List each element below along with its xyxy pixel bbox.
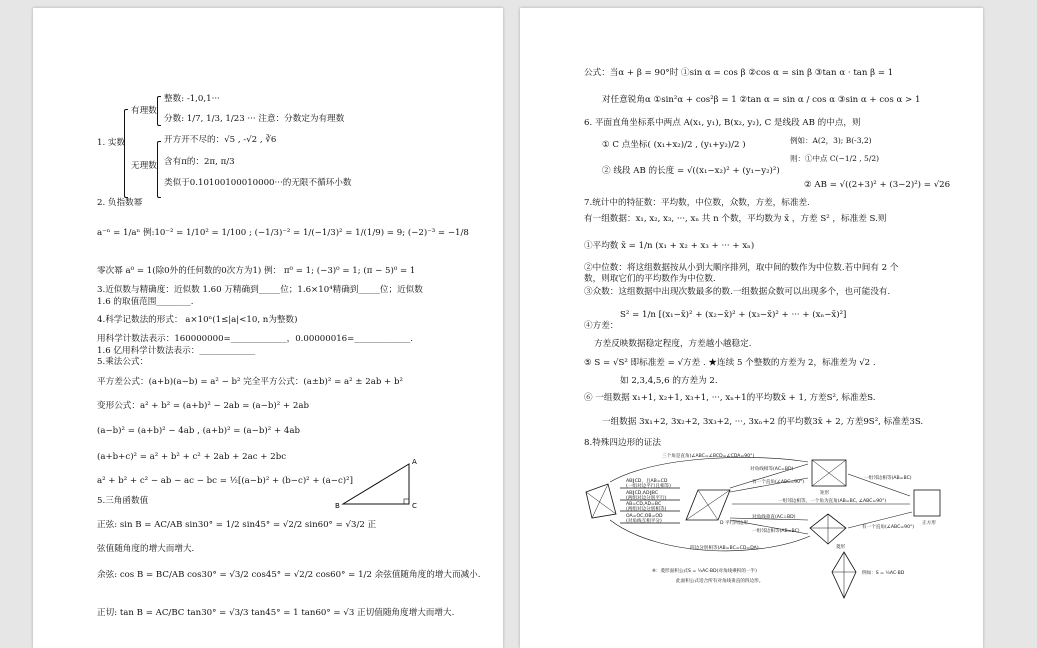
diag-eq-cond: 对角线相等(AC=BD) xyxy=(750,467,794,472)
vertex-b-label: B xyxy=(335,502,340,510)
brace xyxy=(157,96,161,126)
sine-line: 正弦: sin B = AC/AB sin30° = 1/2 sin45° = √2/2 sin60° = √3/2 正 xyxy=(97,520,377,530)
rational-label: 有理数 xyxy=(131,106,157,116)
midpoint-example-2: 则：①中点 C(−1/2 , 5/2) xyxy=(790,154,880,163)
right-page xyxy=(520,8,983,648)
integer-line: 整数: -1,0,1··· xyxy=(164,94,220,104)
fraction-line: 分数: 1/7, 1/3, 1/23 ··· 注意：分数定为有理数 xyxy=(164,114,345,124)
area-example: 例如：S = ½AC·BD xyxy=(862,571,905,576)
area-note-2: 此面积公式适合所有对角线垂直的四边形。 xyxy=(676,579,764,584)
acute-angle-formula: 对任意锐角α ①sin²α + cos²β = 1 ②tan α = sin α / cos α ③sin α + cos α > 1 xyxy=(602,95,921,105)
section-trig-title: 5.三角函数值 xyxy=(97,496,149,506)
brace xyxy=(157,141,161,198)
irrational-1: 开方开不尽的：√5 , -√2 , ∛6 xyxy=(164,135,277,145)
cosine-line: 余弦: cos B = BC/AB cos30° = √3/2 cos45° = √2/2 cos60° = 1/2 余弦值随角度的增大而减小. xyxy=(97,570,481,580)
cond-p2: AB∥CD,AD∥BC xyxy=(626,491,659,496)
sci-notation-title: 4.科学记数法的形式： a×10ⁿ(1≤|a|<10, n为整数) xyxy=(97,315,298,325)
mode-line: ③众数：这组数据中出现次数最多的数.一组数据众数可以出现多个，也可能没有. xyxy=(584,287,891,297)
four-sides-cond: 四边分别相等(AB=BC=CD=DA) xyxy=(690,546,759,551)
area-note: ※：菱形面积公式S = ½AC·BD(对角线乘积的一半) xyxy=(652,569,757,574)
adj-eq-right-cond: 一组邻边相等，一个角为直角(AB=BC, ∠ABC=90°) xyxy=(778,499,887,504)
midpoint-formula: ① C 点坐标( (x₁+x₂)/2 , (y₁+y₂)/2 ) xyxy=(602,140,746,150)
section-5-title: 5.乘法公式： xyxy=(97,357,149,367)
cond-p1b: (一组对边平行且相等) xyxy=(626,484,671,489)
cond-p4b: (对角线互相平分) xyxy=(626,519,662,524)
length-formula: ② 线段 AB 的长度 = √((x₁−x₂)² + (y₁−y₂)²) xyxy=(602,166,780,176)
irrational-3: 类似于0.10100100010000···的无限不循环小数 xyxy=(164,178,352,188)
sine-line-2: 弦值随角度的增大而增大. xyxy=(97,544,195,554)
section-6-title: 6. 平面直角坐标系中两点 A(x₁, y₁), B(x₂, y₂), C 是线段 AB 的中点，则 xyxy=(584,118,861,128)
quadrilateral-proof-diagram xyxy=(580,448,978,608)
variant-2: (a−b)² = (a+b)² − 4ab , (a+b)² = (a−b)² + 4ab xyxy=(97,426,300,436)
irrational-label: 无理数 xyxy=(131,161,157,171)
vertex-a-label: A xyxy=(412,458,417,466)
variant-3: (a+b+c)² = a² + b² + c² + 2ab + 2ac + 2bc xyxy=(97,452,287,462)
vertex-c-label: C xyxy=(412,502,417,510)
midpoint-example: 例如：A(2，3); B(-3,2) xyxy=(790,136,872,145)
square-label: 正方形 xyxy=(922,521,936,526)
section-7-title: 7.统计中的特征数：平均数，中位数，众数，方差，标准差. xyxy=(584,198,810,208)
variance-label: ④方差： xyxy=(584,321,619,331)
parallelogram-label: D 平行四边形 xyxy=(720,521,748,526)
cond-p1: AB∥CD，且AB=CD xyxy=(626,479,668,484)
perp-cond: 对角线垂直(AC⊥BD) xyxy=(752,515,796,520)
variance-note: 方差反映数据稳定程度，方差越小越稳定. xyxy=(594,339,752,349)
square-shape xyxy=(914,490,940,516)
complementary-formula: 公式：当α + β = 90°时 ①sin α = cos β ②cos α = sin β ③tan α · tan β = 1 xyxy=(584,68,894,78)
variance-formula: S² = 1/n [(x₁−x̄)² + (x₂−x̄)² + (x₃−x̄)² + ··· + (xₙ−x̄)²] xyxy=(620,310,847,320)
std-dev-example: 如 2,3,4,5,6 的方差为 2. xyxy=(620,376,718,386)
section-2-title: 2. 负指数幂 xyxy=(97,198,143,208)
length-example: ② AB = √((2+3)² + (3−2)²) = √26 xyxy=(804,180,951,190)
left-page xyxy=(33,8,503,648)
cond-p3b: (两组对边分别相等) xyxy=(626,507,667,512)
section-1-title: 1. 实数 xyxy=(97,138,126,148)
irrational-2: 含有π的：2π, π/3 xyxy=(164,157,235,167)
median-1: ②中位数：将这组数据按从小到大顺序排列，取中间的数作为中位数.若中间有 2 个 xyxy=(584,263,899,273)
sci-notation-q2: 1.6 亿用科学计数法表示：_____________ xyxy=(97,346,256,356)
cond-p2b: (两组对边分别平行) xyxy=(626,496,667,501)
right-angle-cond-2: 有一个直角(∠ABC=90°) xyxy=(862,525,915,530)
cond-p4: OA=OC,OB=OD xyxy=(626,514,663,519)
approx-line-2: 1.6 的取值范围________. xyxy=(97,297,194,307)
cond-p3: AB=CD,AD=BC xyxy=(626,502,662,507)
sci-notation-q1: 用科学计数法表示：160000000=_____________，0.00000016=_____________. xyxy=(97,334,413,344)
mean-formula: ①平均数 x̄ = 1/n (x₁ + x₂ + x₃ + ··· + xₙ) xyxy=(584,241,755,251)
variant-1: 变形公式：a² + b² = (a+b)² − 2ab = (a−b)² + 2ab xyxy=(97,401,309,411)
quadrilateral-shape xyxy=(586,484,616,518)
transform-2: 一组数据 3x₁+2, 3x₂+2, 3x₃+2, ···, 3xₙ+2 的平均数3x̄ + 2, 方差9S², 标准差3S. xyxy=(602,417,924,427)
right-triangle-figure xyxy=(333,456,423,514)
variant-4: a² + b² + c² − ab − ac − bc = ½[(a−b)² + (b−c)² + (a−c)²] xyxy=(97,476,353,486)
three-right-angles: 三个角是直角(∠ABC=∠BCD=∠CDA=90°) xyxy=(662,454,755,459)
rhombus-label: 菱形 xyxy=(836,545,846,550)
std-dev-line: ⑤ S = √S² 即标准差 = √方差 . ★连续 5 个整数的方差为 2，标准差为 √2 . xyxy=(584,358,876,368)
adj-eq-cond-2: 一组邻边相等(AB=BC) xyxy=(752,529,800,534)
negative-exponent-formula: a⁻ⁿ = 1/aⁿ 例:10⁻² = 1/10² = 1/100 ; (−1/3)⁻² = 1/(−1/3)² = 1/(1/9) = 9; (−2)⁻³ = −1/8 xyxy=(97,228,469,238)
right-angle-cond: 有一个直角(∠ABC=90°) xyxy=(752,480,805,485)
approx-line-1: 3.近似数与精确度：近似数 1.60 万精确到_____位；1.6×10⁴精确到_____位；近似数 xyxy=(97,285,423,295)
transform-1: ⑥ 一组数据 x₁+1, x₂+1, x₃+1, ···, xₙ+1的平均数x̄ + 1, 方差S², 标准差S. xyxy=(584,393,876,403)
brace xyxy=(124,109,128,198)
tangent-line: 正切: tan B = AC/BC tan30° = √3/3 tan45° = 1 tan60° = √3 正切值随角度增大而增大. xyxy=(97,608,455,618)
zero-exponent: 零次幂 a⁰ = 1(除0外的任何数的0次方为1) 例： π⁰ = 1; (−3)⁰ = 1; (π − 5)⁰ = 1 xyxy=(97,266,416,276)
rectangle-label: 矩形 xyxy=(820,491,830,496)
median-2: 数，则取它们的平均数作为中位数. xyxy=(584,274,716,284)
adj-eq-cond: 一组邻边相等(AB=BC) xyxy=(864,476,912,481)
section-8-title: 8.特殊四边形的证法 xyxy=(584,438,661,448)
square-formulas: 平方差公式：(a+b)(a−b) = a² − b² 完全平方公式：(a±b)² = a² ± 2ab + b² xyxy=(97,377,403,387)
data-intro: 有一组数据：x₁, x₂, x₃, ···, xₙ 共 n 个数，平均数为 x̄ ，方差 S² ，标准差 S.则 xyxy=(584,214,887,224)
